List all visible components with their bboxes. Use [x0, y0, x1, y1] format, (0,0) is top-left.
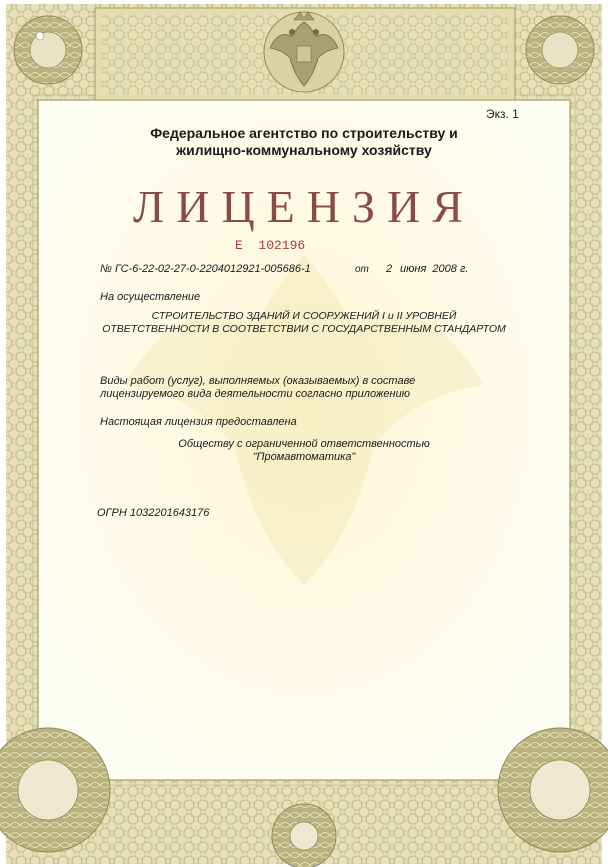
- grantee-line-2: "Промавтоматика": [252, 451, 356, 463]
- date-prefix: от: [355, 264, 369, 275]
- activity-label: На осуществление: [100, 291, 201, 303]
- copy-label: Экз. 1: [486, 107, 519, 121]
- activity-line-1: СТРОИТЕЛЬСТВО ЗДАНИЙ И СООРУЖЕНИЙ I и II УРОВНЕЙ: [151, 310, 457, 322]
- coat-of-arms-icon: [264, 12, 344, 92]
- license-number: № ГС-6-22-02-27-0-2204012921-005686-1: [100, 263, 311, 275]
- works-line-2: лицензируемого вида деятельности согласно приложению: [100, 388, 410, 400]
- granted-label: Настоящая лицензия предоставлена: [100, 416, 297, 428]
- works-line-1: Виды работ (услуг), выполняемых (оказываемых) в составе: [100, 375, 416, 387]
- agency-line-1: Федеральное агентство по строительству и: [150, 125, 458, 141]
- document-title: ЛИЦЕНЗИЯ: [133, 181, 475, 232]
- ogrn: ОГРН 1032201643176: [97, 507, 210, 519]
- date-day: 2: [386, 263, 393, 275]
- date-rest: июня 2008 г.: [400, 263, 469, 275]
- series-number: Е 102196: [235, 238, 306, 253]
- agency-line-2: жилищно-коммунальному хозяйству: [176, 142, 432, 158]
- grantee-line-1: Обществу с ограниченной ответственностью: [178, 438, 430, 450]
- activity-line-2: ОТВЕТСТВЕННОСТИ В СООТВЕТСТВИИ С ГОСУДАРСТВЕННЫМ СТАНДАРТОМ: [102, 323, 506, 335]
